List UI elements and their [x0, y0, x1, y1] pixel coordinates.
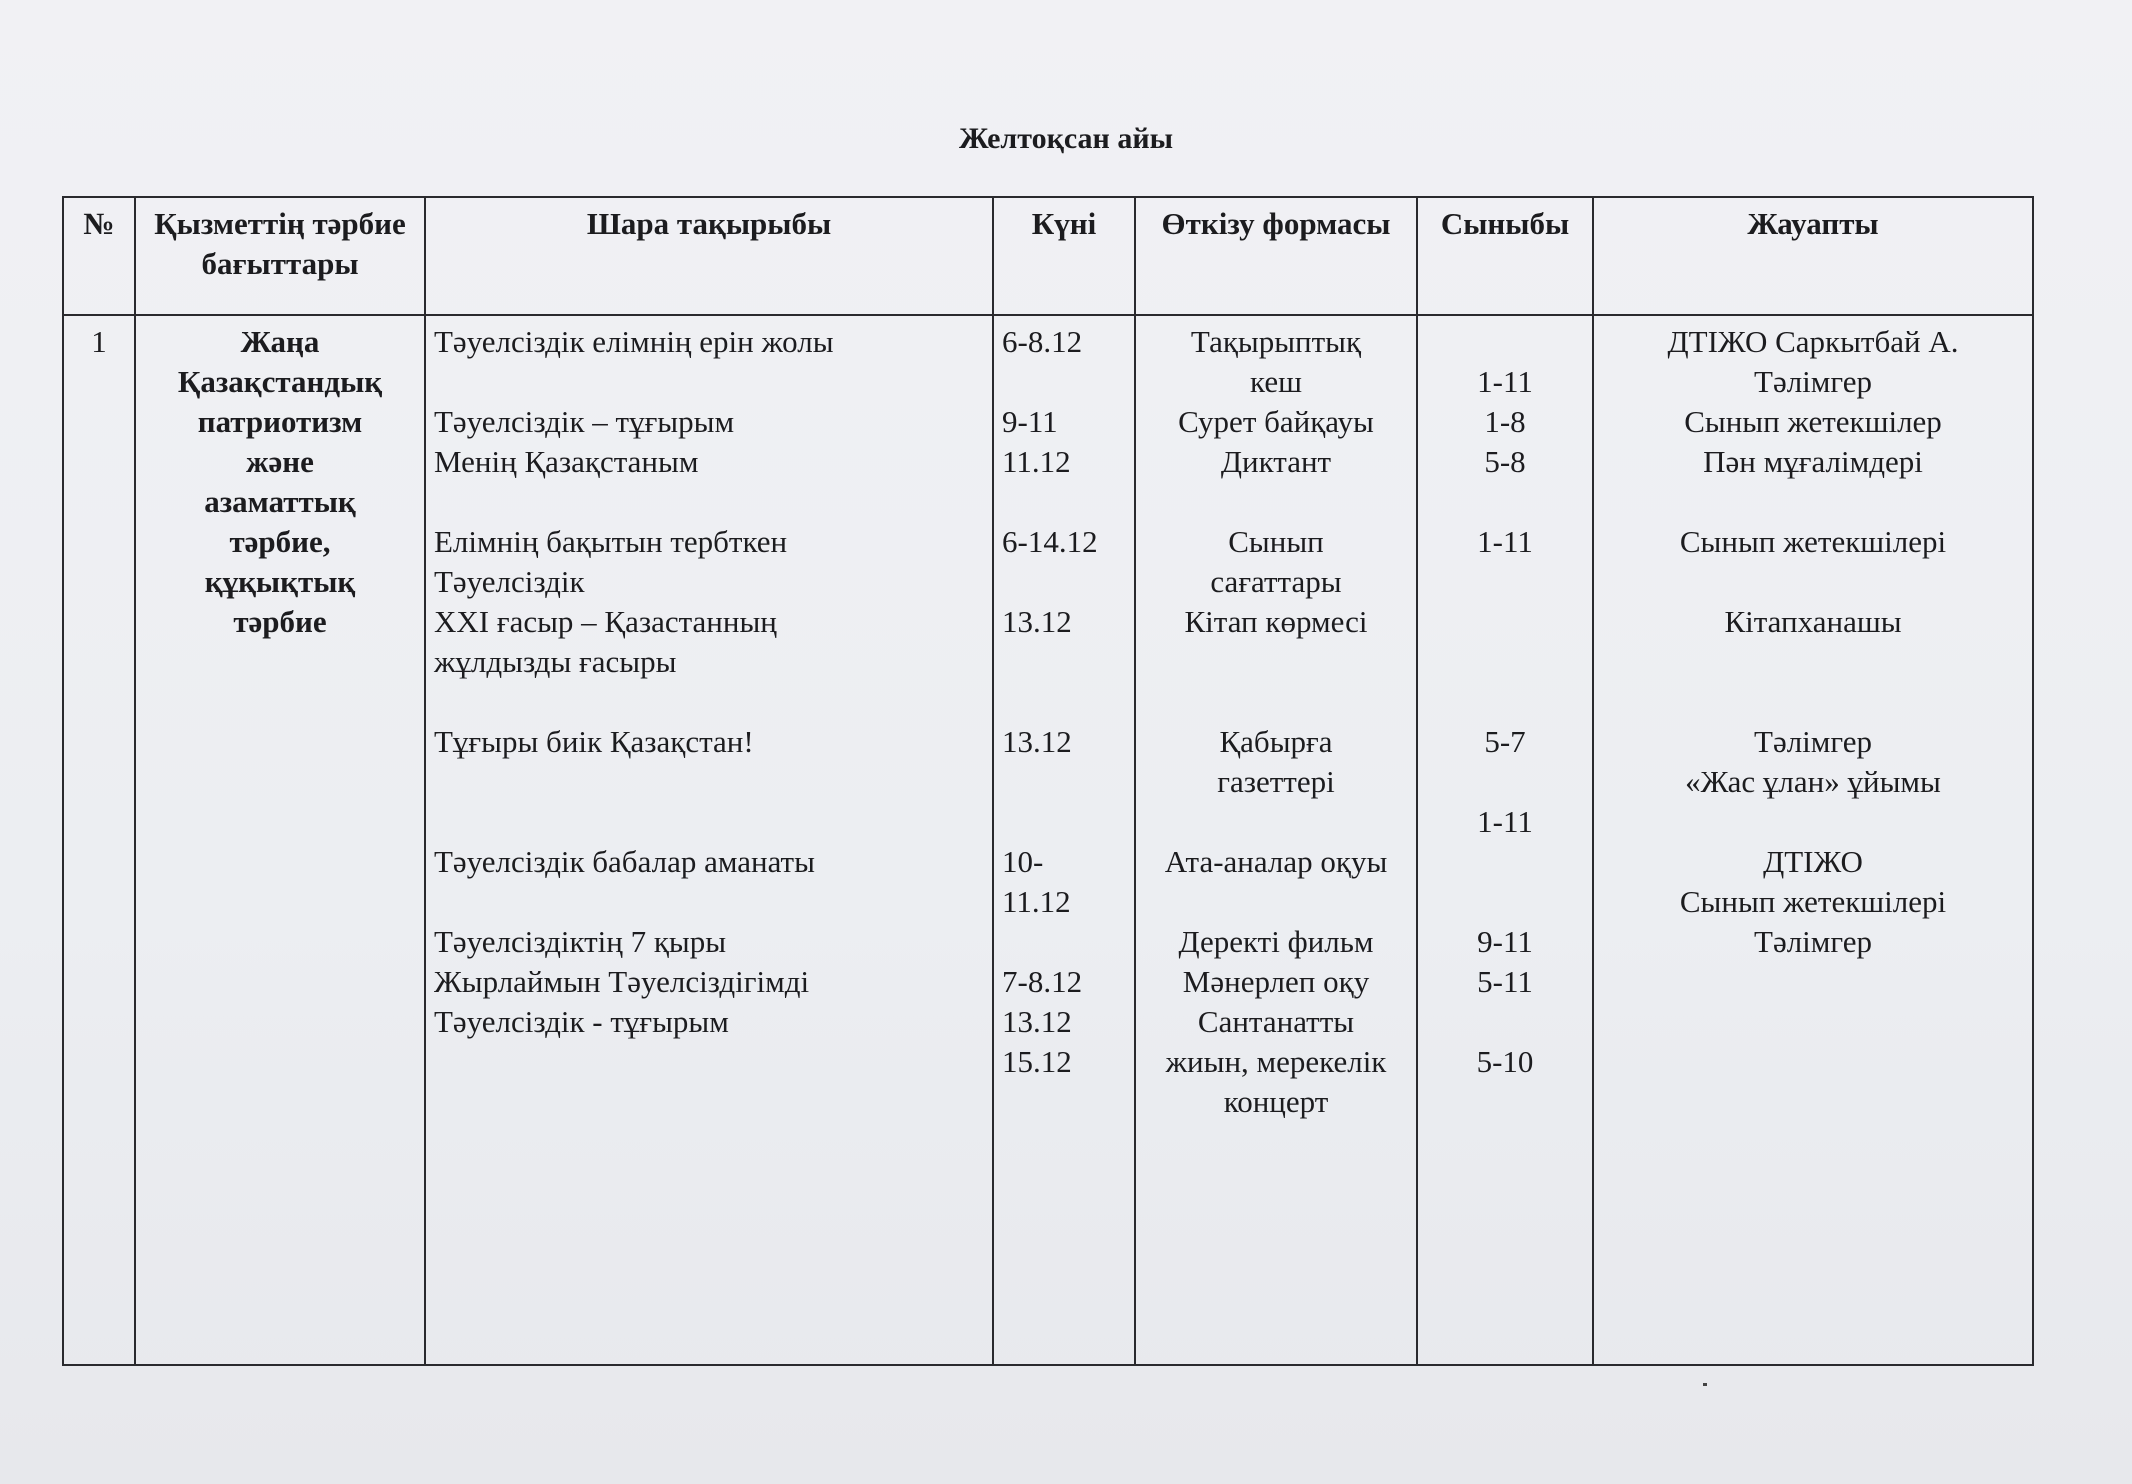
cell-line: 10- — [1002, 844, 1044, 879]
cell-line: Тақырыптық — [1190, 324, 1362, 359]
cell-line: 9-11 — [1477, 924, 1533, 959]
cell-line: 15.12 — [1002, 1044, 1072, 1079]
cell-line — [1602, 802, 2024, 842]
cell-line: Тұғыры биік Қазақстан! — [434, 724, 754, 759]
cell-line: сағаттары — [1210, 564, 1342, 599]
cell-line — [1426, 882, 1584, 922]
table-header-row — [63, 197, 2033, 315]
cell-line — [1602, 562, 2024, 602]
events-table — [62, 196, 2034, 1366]
cell-line: Қазақстандық — [177, 364, 383, 399]
cell-line: Сурет байқауы — [1178, 404, 1374, 439]
cell-line — [434, 682, 984, 722]
cell-line — [434, 882, 984, 922]
page-title: Желтоқсан айы — [958, 122, 1174, 155]
cell-line: газеттері — [1217, 764, 1335, 799]
cell-line: 1-8 — [1484, 404, 1526, 439]
cell-line — [434, 362, 984, 402]
header-responsible: Жауапты — [1593, 197, 2033, 315]
cell-line: Деректі фильм — [1178, 924, 1374, 959]
cell-line — [1144, 642, 1408, 682]
header-form: Өткізу формасы — [1135, 197, 1417, 315]
cell-line: Кітап көрмесі — [1184, 604, 1368, 639]
cell-line — [1426, 842, 1584, 882]
cell-line — [434, 482, 984, 522]
cell-line: 5-8 — [1484, 444, 1526, 479]
cell-line: Тәлімгер — [1754, 724, 1872, 759]
cell-line: 1-11 — [1477, 364, 1533, 399]
cell-line: Менің Қазақстаным — [434, 444, 699, 479]
responsible-cell — [1593, 315, 2033, 1365]
cell-line: Тәуелсіздік - тұғырым — [434, 1004, 729, 1039]
cell-line: Мәнерлеп оқу — [1182, 964, 1370, 999]
header-direction: Қызметтің тәрбие бағыттары — [135, 197, 425, 315]
cell-line: кеш — [1250, 364, 1302, 399]
cell-line — [1002, 642, 1126, 682]
cell-line — [1144, 482, 1408, 522]
cell-line — [434, 802, 984, 842]
cell-line — [1002, 922, 1126, 962]
cell-line: 13.12 — [1002, 1004, 1072, 1039]
cell-line: Жырлаймын Тәуелсіздігімді — [434, 964, 810, 999]
cell-line — [1144, 802, 1408, 842]
cell-line: ДТІЖО Саркытбай А. — [1667, 324, 1959, 359]
cell-line: 5-11 — [1477, 964, 1533, 999]
cell-line: 1-11 — [1477, 524, 1533, 559]
cell-line — [1002, 562, 1126, 602]
cell-line: Тәуелсіздік елімнің ерін жолы — [434, 324, 834, 359]
cell-line: 6-14.12 — [1002, 524, 1098, 559]
cell-line — [1426, 682, 1584, 722]
cell-line: 11.12 — [1002, 884, 1071, 919]
cell-line: 1-11 — [1477, 804, 1533, 839]
cell-line: Сынып жетекшілер — [1684, 404, 1942, 439]
cell-line: 9-11 — [1002, 404, 1058, 439]
row-number: 1 — [63, 315, 135, 1365]
cell-line: Тәлімгер — [1754, 924, 1872, 959]
cell-line: Елімнің бақытын тербткен — [434, 524, 788, 559]
cell-line: азаматтық — [204, 484, 356, 519]
cell-line: 6-8.12 — [1002, 324, 1083, 359]
cell-line: Қабырға — [1219, 724, 1333, 759]
cell-line: 11.12 — [1002, 444, 1071, 479]
cell-line: тәрбие — [233, 604, 327, 639]
cell-line: жұлдызды ғасыры — [434, 644, 677, 679]
cell-line: Тәуелсіздік — [434, 564, 585, 599]
direction-cell — [135, 315, 425, 1365]
cell-line — [1002, 482, 1126, 522]
cell-line: 5-10 — [1476, 1044, 1534, 1079]
cell-line: Тәуелсіздіктің 7 қыры — [434, 924, 727, 959]
cell-line: 7-8.12 — [1002, 964, 1083, 999]
cell-line — [1426, 762, 1584, 802]
cell-line — [1144, 682, 1408, 722]
cell-line: жиын, мерекелік — [1165, 1044, 1387, 1079]
cell-line: және — [246, 444, 314, 479]
cell-line: құқықтық — [204, 564, 356, 599]
cell-line: Ата-аналар оқуы — [1164, 844, 1388, 879]
cell-line: патриотизм — [197, 404, 363, 439]
events-cell — [425, 315, 993, 1365]
cell-line: Диктант — [1220, 444, 1332, 479]
cell-line: XXI ғасыр – Қазастанның — [434, 604, 777, 639]
cell-line: Сынып жетекшілері — [1679, 524, 1947, 559]
dates-cell — [993, 315, 1135, 1365]
cell-line — [1002, 762, 1126, 802]
header-class: Сыныбы — [1417, 197, 1593, 315]
forms-cell — [1135, 315, 1417, 1365]
cell-line — [1002, 682, 1126, 722]
cell-line — [1602, 642, 2024, 682]
cell-line — [1144, 882, 1408, 922]
cell-line: Тәуелсіздік бабалар аманаты — [434, 844, 815, 879]
cell-line: Кітапханашы — [1724, 604, 1902, 639]
cell-line — [1602, 682, 2024, 722]
cell-line: Пән мұғалімдері — [1703, 444, 1923, 479]
cell-line: Тәуелсіздік – тұғырым — [434, 404, 735, 439]
header-number: № — [63, 197, 135, 315]
cell-line — [1002, 362, 1126, 402]
cell-line — [1426, 482, 1584, 522]
cell-line — [1426, 1002, 1584, 1042]
cell-line: 13.12 — [1002, 724, 1072, 759]
cell-line — [1426, 642, 1584, 682]
cell-line — [1426, 602, 1584, 642]
cell-line — [434, 762, 984, 802]
cell-line — [1426, 562, 1584, 602]
classes-cell — [1417, 315, 1593, 1365]
table-row — [63, 315, 2033, 1365]
cell-line: тәрбие, — [229, 524, 331, 559]
cell-line — [1002, 802, 1126, 842]
cell-line — [1426, 322, 1584, 362]
cell-line — [1602, 482, 2024, 522]
cell-line: ДТІЖО — [1763, 844, 1863, 879]
cell-line: Сынып — [1228, 524, 1324, 559]
cell-line: концерт — [1223, 1084, 1329, 1119]
ink-speck — [1703, 1383, 1707, 1386]
header-date: Күні — [993, 197, 1135, 315]
cell-line: Жаңа — [240, 324, 320, 359]
cell-line: Тәлімгер — [1754, 364, 1872, 399]
cell-line: 13.12 — [1002, 604, 1072, 639]
header-event: Шара тақырыбы — [425, 197, 993, 315]
cell-line: 5-7 — [1484, 724, 1526, 759]
cell-line: Сантанатты — [1197, 1004, 1355, 1039]
cell-line: «Жас ұлан» ұйымы — [1685, 764, 1941, 799]
cell-line: Сынып жетекшілері — [1679, 884, 1947, 919]
